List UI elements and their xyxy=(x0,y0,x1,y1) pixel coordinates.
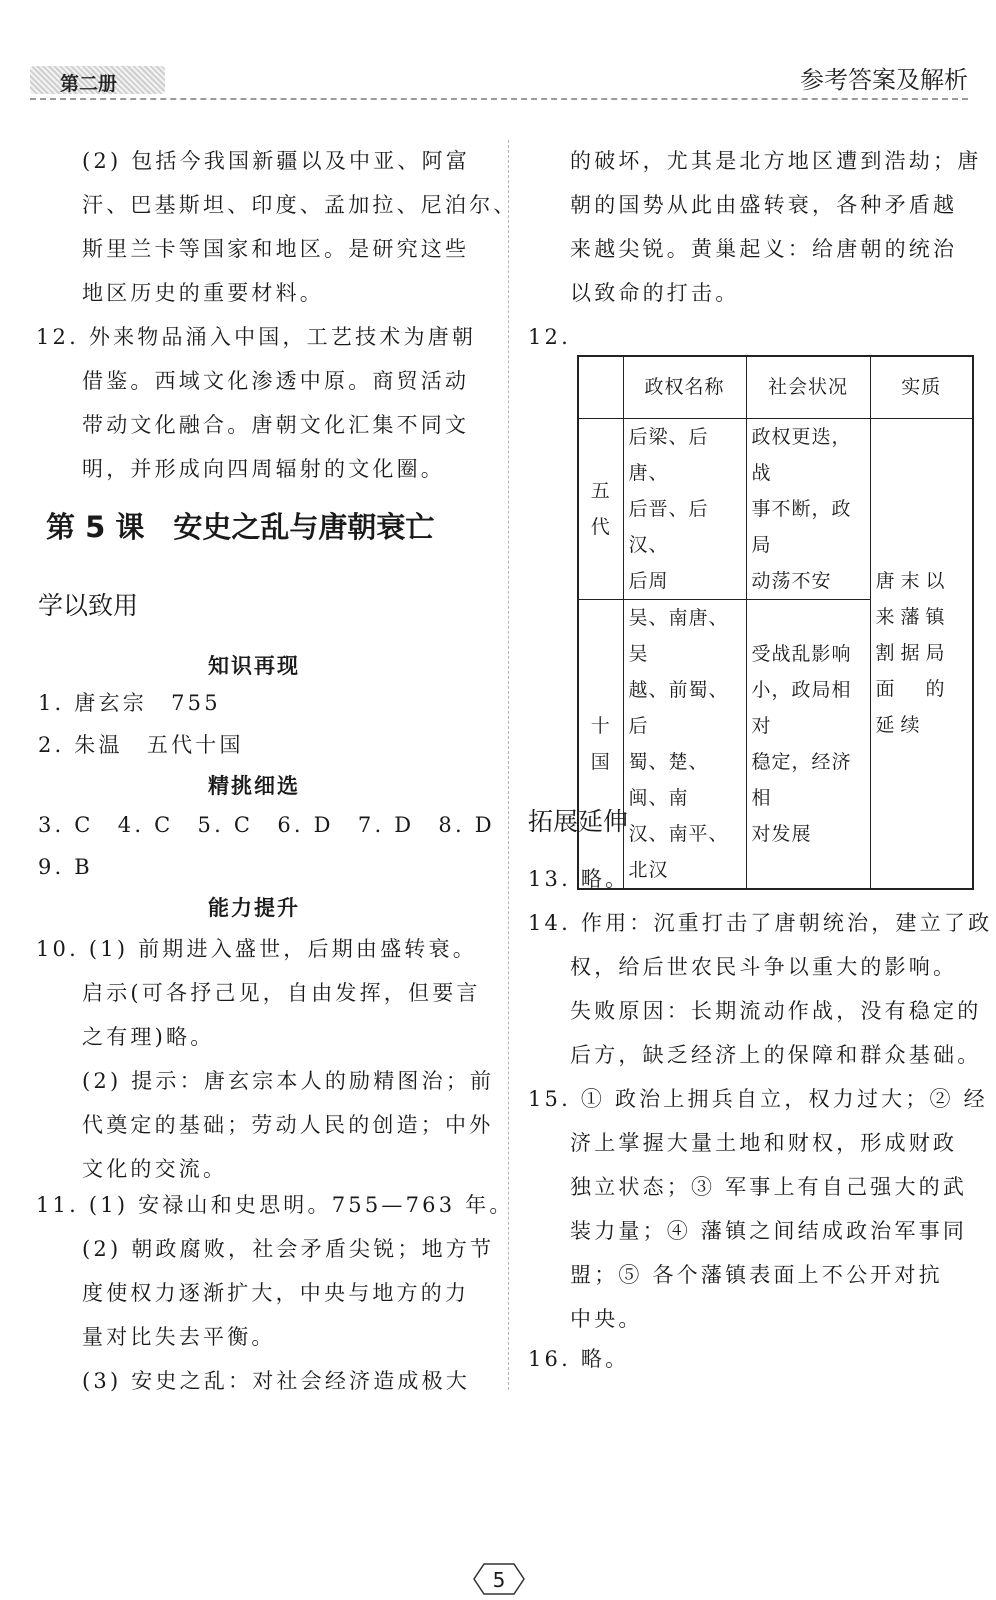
text-line: 中央。 xyxy=(570,1307,643,1331)
table-cell-era: 五代 xyxy=(578,418,623,599)
table-header-cell: 社会状况 xyxy=(746,356,870,418)
text-line: 装力量；④ 藩镇之间结成政治军事同 xyxy=(570,1219,968,1243)
text-line: 来越尖锐。黄巢起义：给唐朝的统治 xyxy=(570,237,958,261)
cell-line: 唐末以 xyxy=(875,570,951,592)
text-line: 盟；⑤ 各个藩镇表面上不公开对抗 xyxy=(570,1263,943,1287)
table-cell-essence xyxy=(870,418,973,889)
answer-11: 11. (1) 安禄山和史思明。755—763 年。 xyxy=(36,1193,514,1217)
cell-line: 动荡不安 xyxy=(751,569,832,592)
table-cell-names xyxy=(623,418,746,599)
cell-line: 后晋、后汉、 xyxy=(628,497,709,556)
header-title: 参考答案及解析 xyxy=(800,66,968,94)
text-line: 地区历史的重要材料。 xyxy=(82,281,324,305)
text-line: 量对比失去平衡。 xyxy=(82,1325,276,1349)
text-line: (2) 提示：唐玄宗本人的励精图治；前 xyxy=(82,1069,495,1093)
cell-line: 延续 xyxy=(875,714,926,736)
answer-14: 14. 作用：沉重打击了唐朝统治，建立了政 xyxy=(528,911,993,935)
text-line: 明，并形成向四周辐射的文化圈。 xyxy=(82,457,445,481)
cell-line: 面 的 xyxy=(875,678,951,700)
volume-tag-label: 第二册 xyxy=(60,73,118,95)
text-line: (2) 朝政腐败，社会矛盾尖锐；地方节 xyxy=(82,1237,495,1261)
table-cell-names xyxy=(623,599,746,889)
text-line: 斯里兰卡等国家和地区。是研究这些 xyxy=(82,237,470,261)
text-line: 之有理)略。 xyxy=(82,1025,215,1049)
page-header xyxy=(30,56,968,100)
text-line: 以致命的打击。 xyxy=(570,281,740,305)
table-cell-era: 十国 xyxy=(578,599,623,889)
table-header-row xyxy=(578,356,973,418)
text-line: 权，给后世农民斗争以重大的影响。 xyxy=(570,955,958,979)
answer-table xyxy=(577,355,974,890)
table-header-cell: 实质 xyxy=(870,356,973,418)
text-line: 汗、巴基斯坦、印度、孟加拉、尼泊尔、 xyxy=(82,193,518,217)
cell-line: 来藩镇 xyxy=(875,606,951,628)
cell-line: 后梁、后唐、 xyxy=(628,425,709,484)
subsection-heading: 能力提升 xyxy=(208,895,300,920)
cell-line: 稳定，经济相 xyxy=(751,750,852,809)
answer-12-label: 12. xyxy=(528,325,571,349)
answer-line: 1. 唐玄宗 755 xyxy=(38,691,221,715)
header-divider xyxy=(30,98,968,100)
text-line: 文化的交流。 xyxy=(82,1157,228,1181)
answer-16: 16. 略。 xyxy=(528,1347,630,1371)
text-line: 朝的国势从此由盛转衰，各种矛盾越 xyxy=(570,193,958,217)
cell-line: 受战乱影响 xyxy=(751,642,852,665)
cell-line: 小，政局相对 xyxy=(751,678,852,737)
answer-15: 15. ① 政治上拥兵自立，权力过大；② 经 xyxy=(528,1087,988,1111)
subsection-heading: 精挑细选 xyxy=(208,773,300,798)
answer-line: 3. C 4. C 5. C 6. D 7. D 8. D xyxy=(38,813,495,837)
section-heading: 学以致用 xyxy=(38,591,139,620)
cell-line: 事不断，政局 xyxy=(751,497,852,556)
section-heading: 拓展延伸 xyxy=(528,807,629,836)
text-line: 济上掌握大量土地和财权，形成财政 xyxy=(570,1131,958,1155)
text-line: 启示(可各抒己见，自由发挥，但要言 xyxy=(82,981,481,1005)
cell-line: 政权更迭，战 xyxy=(751,425,852,484)
cell-line: 北汉 xyxy=(628,858,669,881)
table-cell-status xyxy=(746,418,870,599)
text-line: 借鉴。西域文化渗透中原。商贸活动 xyxy=(82,369,470,393)
page-number: 5 xyxy=(492,1568,506,1592)
answer-10: 10. (1) 前期进入盛世，后期由盛转衰。 xyxy=(36,937,477,961)
table-row xyxy=(578,418,973,599)
text-line: 代奠定的基础；劳动人民的创造；中外 xyxy=(82,1113,494,1137)
cell-line: 汉、南平、 xyxy=(628,822,729,845)
text-line: 的破坏，尤其是北方地区遭到浩劫；唐 xyxy=(570,149,982,173)
cell-line: 越、前蜀、后 xyxy=(628,678,729,737)
cell-line: 吴、南唐、吴 xyxy=(628,606,729,665)
table-header-cell xyxy=(578,356,623,418)
answer-line: 2. 朱温 五代十国 xyxy=(38,733,244,757)
cell-line: 对发展 xyxy=(751,822,812,845)
cell-line: 后周 xyxy=(628,569,669,592)
text-line: 带动文化融合。唐朝文化汇集不同文 xyxy=(82,413,470,437)
answer-12: 12. 外来物品涌入中国，工艺技术为唐朝 xyxy=(36,325,477,349)
text-line: 度使权力逐渐扩大，中央与地方的力 xyxy=(82,1281,470,1305)
lesson-title: 第 5 课 安史之乱与唐朝衰亡 xyxy=(46,510,435,544)
subsection-heading: 知识再现 xyxy=(208,653,300,678)
text-line: 失败原因：长期流动作战，没有稳定的 xyxy=(570,999,982,1023)
table-header-cell: 政权名称 xyxy=(623,356,746,418)
page-number-badge xyxy=(472,1562,526,1596)
answer-line: 9. B xyxy=(38,855,93,879)
text-line: (3) 安史之乱：对社会经济造成极大 xyxy=(82,1369,471,1393)
cell-line: 割据局 xyxy=(875,642,951,664)
text-line: 后方，缺乏经济上的保障和群众基础。 xyxy=(570,1043,982,1067)
answer-13: 13. 略。 xyxy=(528,867,630,891)
text-line: (2) 包括今我国新疆以及中亚、阿富 xyxy=(82,149,471,173)
volume-tag xyxy=(30,66,165,94)
text-line: 独立状态；③ 军事上有自己强大的武 xyxy=(570,1175,968,1199)
cell-line: 蜀、楚、闽、南 xyxy=(628,750,709,809)
table-cell-status xyxy=(746,599,870,889)
